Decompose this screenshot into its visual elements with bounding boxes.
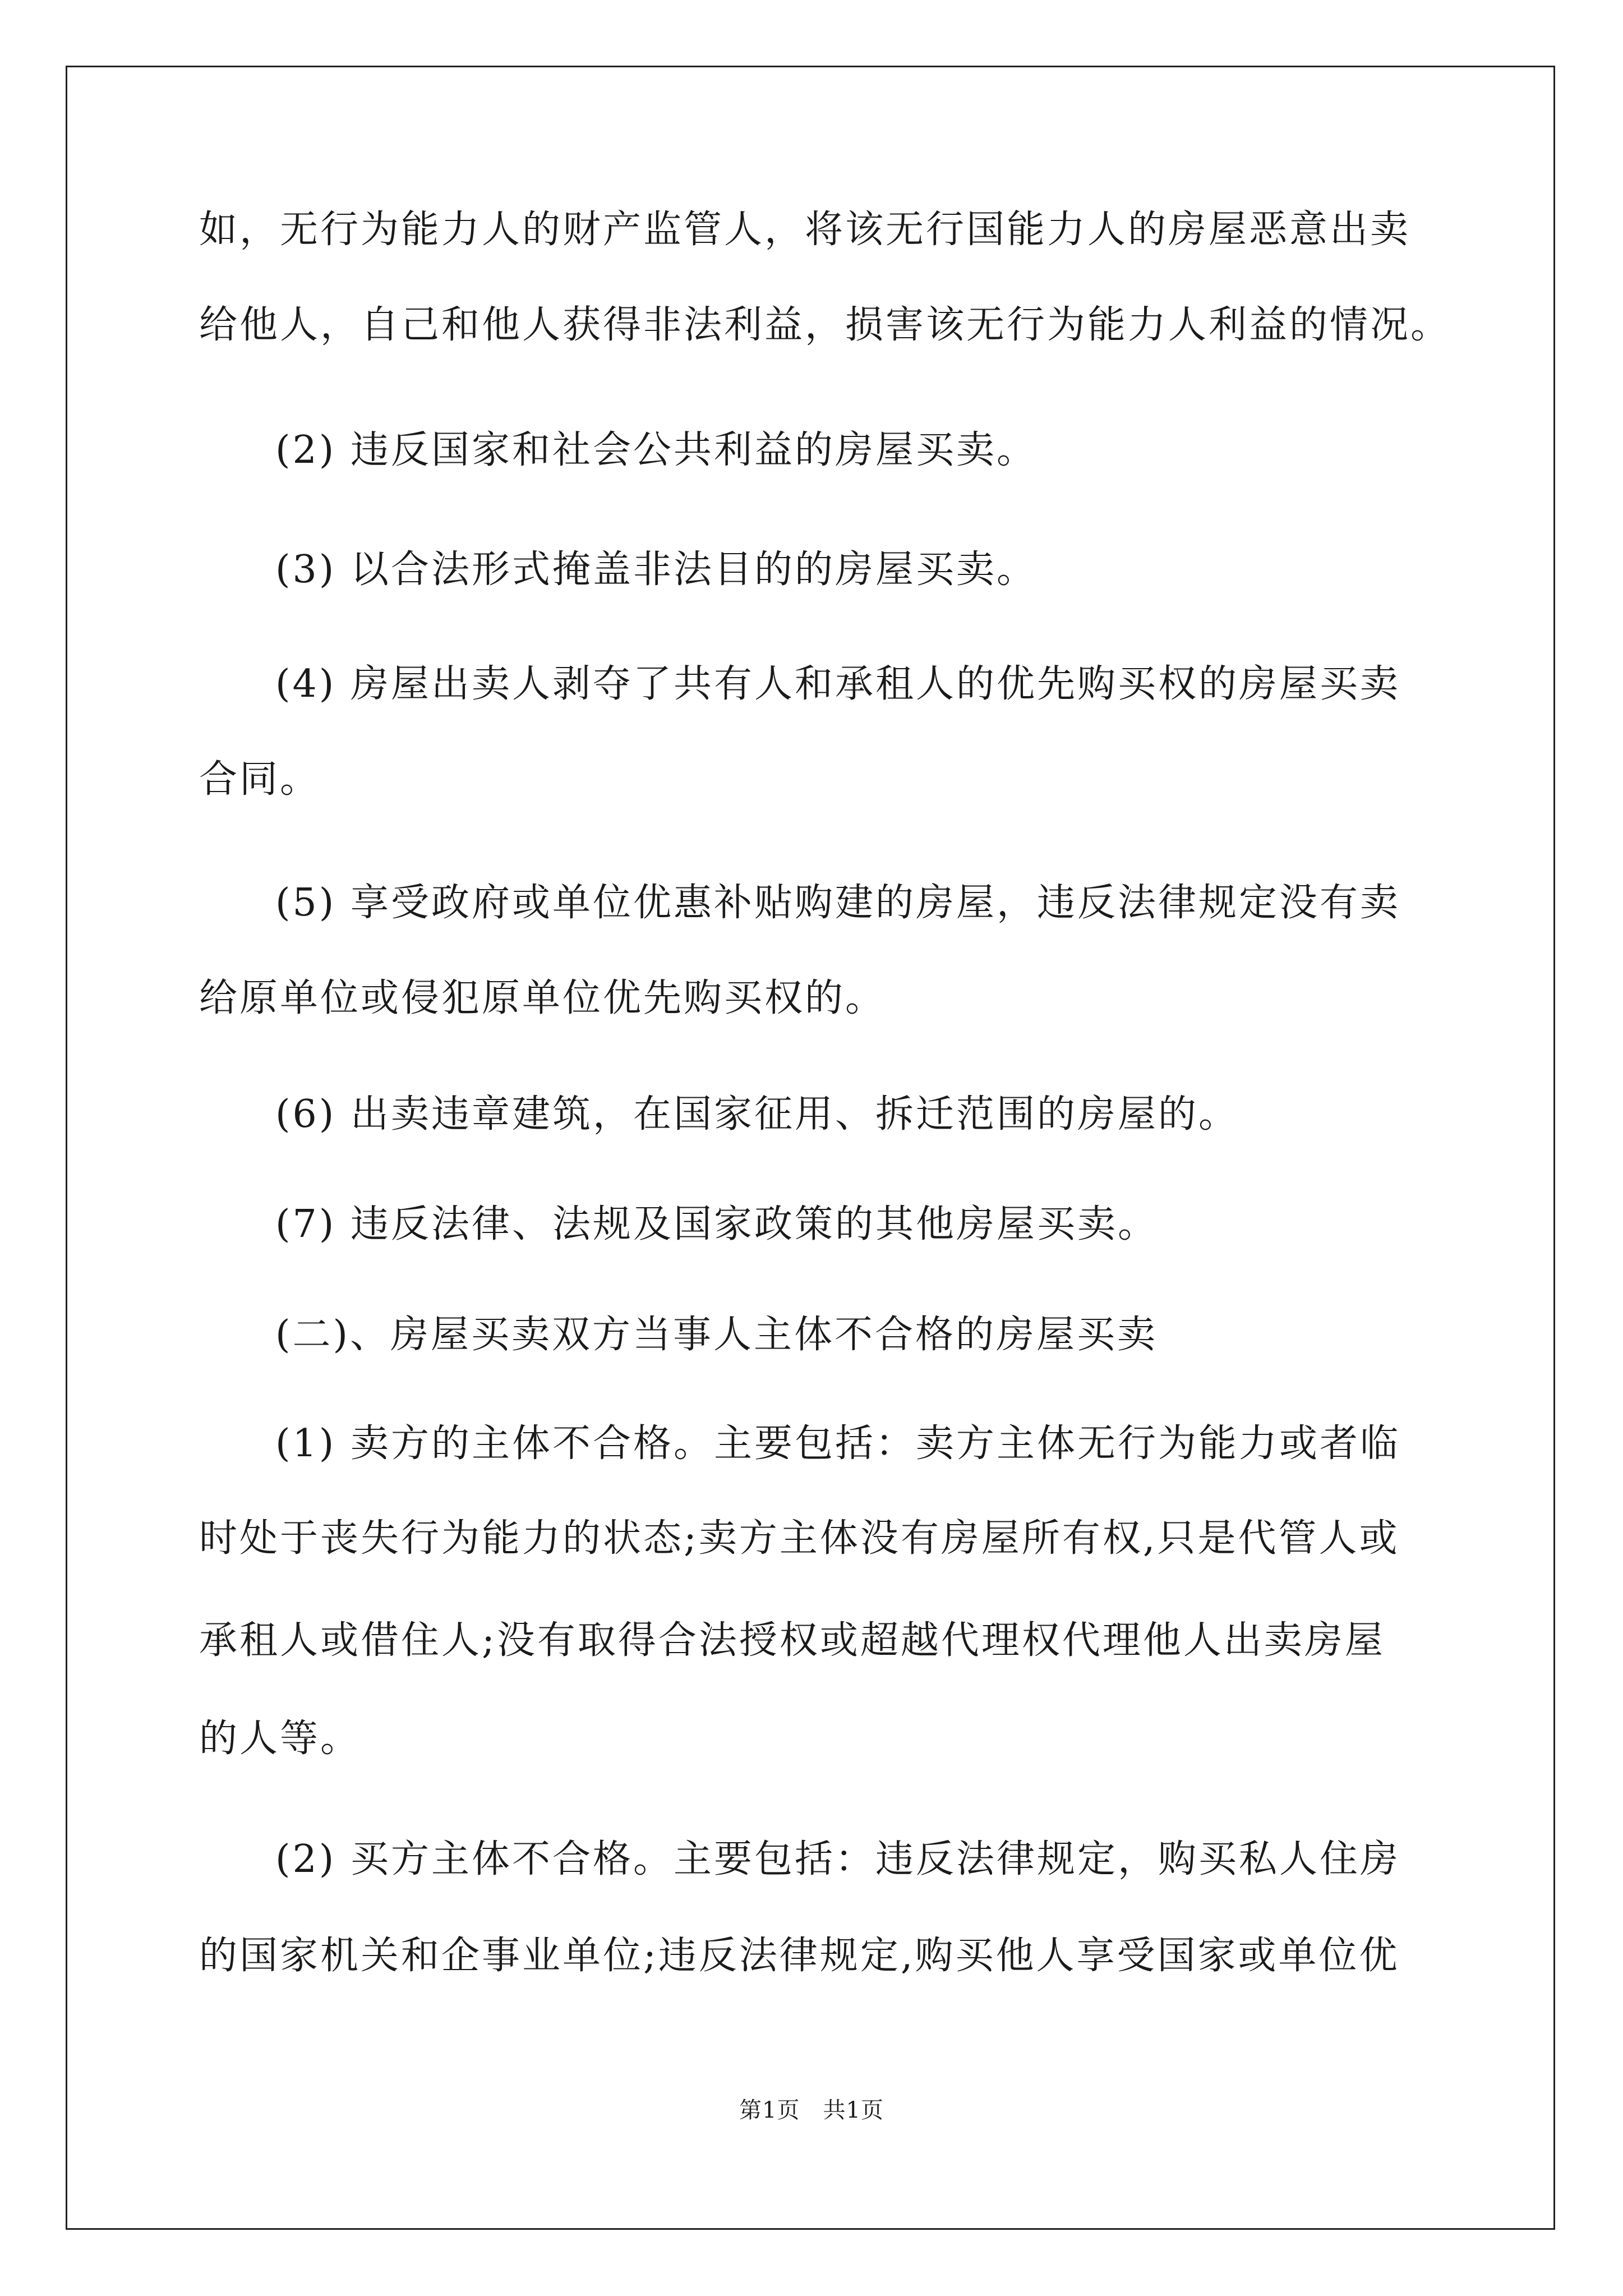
text-line: 给他人，自己和他人获得非法利益，损害该无行为能力人利益的情况。 [199, 303, 1451, 347]
paragraph-line: (4) 房屋出卖人剥夺了共有人和承租人的优先购买权的房屋买卖 [275, 662, 1400, 706]
paragraph-line: (5) 享受政府或单位优惠补贴购建的房屋，违反法律规定没有卖 [275, 881, 1400, 925]
paragraph-line: (3) 以合法形式掩盖非法目的的房屋买卖。 [275, 547, 1037, 592]
page-number: 第1页 共1页 [739, 2097, 884, 2123]
text-line: 给原单位或侵犯原单位优先购买权的。 [199, 976, 886, 1020]
paragraph-line: (1) 卖方的主体不合格。主要包括：卖方主体无行为能力或者临 [275, 1421, 1400, 1466]
paragraph-line: (2) 买方主体不合格。主要包括：违反法律规定，购买私人住房 [275, 1837, 1400, 1881]
text-line: 承租人或借住人;没有取得合法授权或超越代理权代理他人出卖房屋 [199, 1618, 1385, 1663]
text-line: 的国家机关和企事业单位;违反法律规定,购买他人享受国家或单位优 [199, 1934, 1400, 1978]
page-border [66, 66, 1555, 2230]
paragraph-line: (2) 违反国家和社会公共利益的房屋买卖。 [275, 428, 1037, 472]
text-line: 合同。 [199, 757, 321, 802]
text-line: 时处于丧失行为能力的状态;卖方主体没有房屋所有权,只是代管人或 [199, 1516, 1400, 1561]
text-line: 的人等。 [199, 1717, 361, 1761]
paragraph-line: (7) 违反法律、法规及国家政策的其他房屋买卖。 [275, 1202, 1158, 1246]
text-line: 如，无行为能力人的财产监管人，将该无行国能力人的房屋恶意出卖 [199, 208, 1411, 252]
section-heading: (二)、房屋买卖双方当事人主体不合格的房屋买卖 [275, 1313, 1158, 1357]
paragraph-line: (6) 出卖违章建筑，在国家征用、拆迁范围的房屋的。 [275, 1092, 1239, 1137]
